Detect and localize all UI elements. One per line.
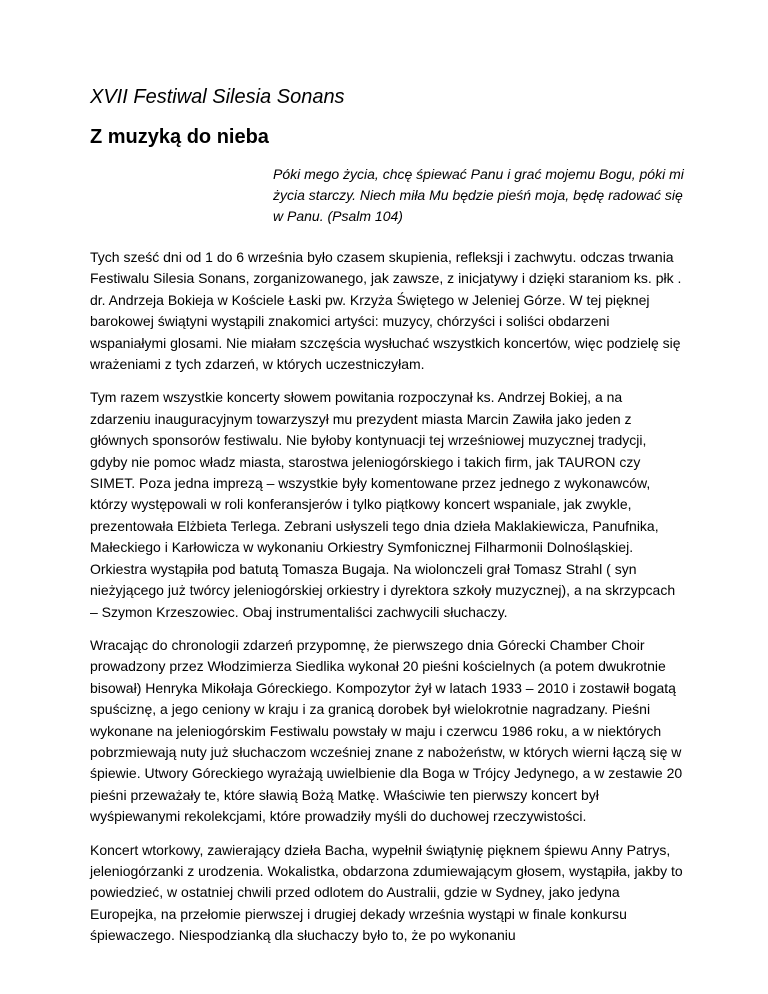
festival-title: XVII Festiwal Silesia Sonans — [90, 86, 345, 108]
paragraph-3: Wracając do chronologii zdarzeń przypomnę, że pierwszego dnia Górecki Chamber Choir prowadzony przez Włodzimierza Siedlika wykonał 20 pieśni kościelnych (a potem dwukrotnie bisował) Henryka Mikołaja Góreckiego. Kompozytor żył w latach 1933 – 2010 i zostawił bogatą spuściznę, a jego ceniony w kraju i za granicą dorobek był wielokrotnie nagradzany. Pieśni wykonane na jeleniogórskim Festiwalu powstały w maju i czerwcu 1986 roku, a w niektórych pobrzmiewają nuty już słuchaczom wcześniej znane z nabożeństw, w których wierni łączą się w śpiewie. Utwory Góreckiego wyrażają uwielbienie dla Boga w Trójcy Jedynego, a w zestawie 20 pieśni przeważały te, które sławią Bożą Matkę. Właściwie ten pierwszy koncert był wyśpiewanymi rekolekcjami, które prowadziły myśli do duchowej rzeczywistości. — [90, 636, 683, 825]
paragraph-1: Tych sześć dni od 1 do 6 września było czasem skupienia, refleksji i zachwytu. odczas trwania Festiwalu Silesia Sonans, zorganizowanego, jak zawsze, z inicjatywy i dzięki staraniom ks. płk . dr. Andrzeja Bokieja w Kościele Łaski pw. Krzyża Świętego w Jeleniej Górze. W tej pięknej barokowej świątyni wystąpili znakomici artyści: muzycy, chórzyści i soliści obdarzeni wspaniałymi glosami. Nie miałam szczęścia wysłuchać wszystkich koncertów, więc podzielę się wrażeniami z tych zdarzeń, w których uczestniczyłam. — [90, 249, 682, 373]
paragraph-2: Tym razem wszystkie koncerty słowem powitania rozpoczynał ks. Andrzej Bokiej, a na zdarzeniu inauguracyjnym towarzyszył mu prezydent miasta Marcin Zawiła jako jeden z głównych sponsorów festiwalu. Nie byłoby kontynuacji tej wrześniowej muzycznej tradycji, gdyby nie pomoc władz miasta, starostwa jeleniogórskiego i takich firm, jak TAURON czy SIMET. Poza jedna imprezą – wszystkie były komentowane przez jednego z wykonawców, którzy występowali w roli konferansjerów i tylko piątkowy koncert wspaniale, jak zwykle, prezentowała Elżbieta Terlega. Zebrani usłyszeli tego dnia dzieła Maklakiewicza, Panufnika, Małeckiego i Karłowicza w wykonaniu Orkiestry Symfonicznej Filharmonii Dolnośląskiej. Orkiestra wystąpiła pod batutą Tomasza Bugaja. Na wiolonczeli grał Tomasz Strahl ( syn nieżyjącego już twórcy jeleniogórskiej orkiestry i dyrektora szkoły muzycznej), a na skrzypcach – Szymon Krzeszowiec. Obaj instrumentaliści zachwycili słuchaczy. — [90, 389, 676, 620]
article-title: Z muzyką do nieba — [90, 126, 269, 148]
paragraph-4: Koncert wtorkowy, zawierający dzieła Bacha, wypełnił świątynię pięknem śpiewu Anny Patrys, jeleniogórzanki z urodzenia. Wokalistka, obdarzona zdumiewającym głosem, wystąpiła, jakby to powiedzieć, w ostatniej chwili przed odlotem do Australii, gdzie w Sydney, jako jedyna Europejka, na przełomie pierwszej i drugiej dekady września wystąpi w finale konkursu śpiewaczego. Niespodzianką dla słuchaczy było to, że po wykonaniu — [90, 841, 683, 944]
epigraph-quote: Póki mego życia, chcę śpiewać Panu i grać mojemu Bogu, póki mi życia starczy. Niech miła Mu będzie pieśń moja, będę radować się w Panu. (Psalm 104) — [273, 166, 684, 224]
document-body — [90, 84, 686, 959]
